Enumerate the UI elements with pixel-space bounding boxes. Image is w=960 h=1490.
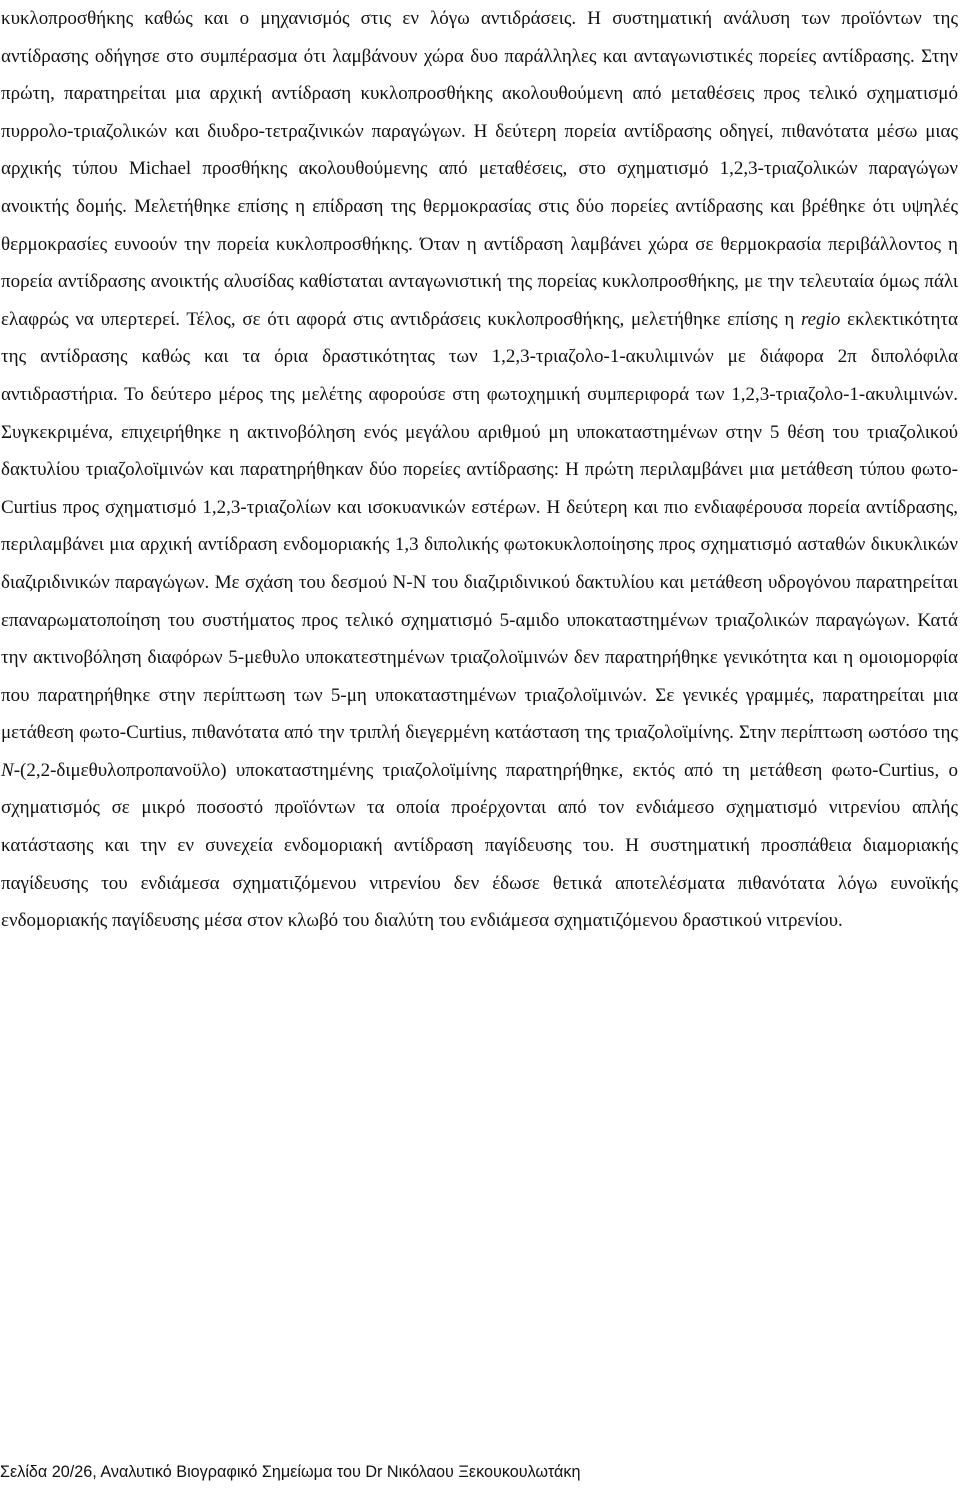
paragraph-text-part-2: εκλεκτικότητα της αντίδρασης καθώς και τα όρια δραστικότητας των 1,2,3-τριαζολο-1-ακυλιμινών με διάφορα 2π διπολόφιλα αντιδραστήρια. Το δεύτερο μέρος της μελέτης αφορούσε στη φωτοχημική συμπεριφορά των 1,2,3-τριαζολο-1-ακυλιμινών. Συγκεκριμένα, επιχειρήθηκε η ακτινοβόληση ενός μεγάλου αριθμού μη υποκαταστημένων στην 5 θέση του τριαζολικού δακτυλίου τριαζολοϊμινών και παρατηρήθηκαν δύο πορείες αντίδρασης: Η πρώτη περιλαμβάνει μια μετάθεση τύπου φωτο-Curtius προς σχηματισμό 1,2,3-τριαζολίων και ισοκυανικών εστέρων. Η δεύτερη και πιο ενδιαφέρουσα πορεία αντίδρασης, περιλαμβάνει μια αρχική αντίδραση ενδομοριακής 1,3 διπολικής φωτοκυκλοποίησης προς σχηματισμό ασταθών δικυκλικών διαζιριδινικών παραγώγων. Με σχάση του δεσμού N-N του διαζιριδινικού δακτυλίου και μετάθεση υδρογόνου παρατηρείται επαναρωματοποίηση του συστήματος προς τελικό σχηματισμό 5-αμιδο υποκαταστημένων τριαζολικών παραγώγων. Κατά την ακτινοβόληση διαφόρων 5-μεθυλο υποκατεστημένων τριαζολοϊμινών δεν παρατηρήθηκε γενικότητα και η ομοιομορφία που παρατηρήθηκε στην περίπτωση των 5-μη υποκαταστημένων τριαζολοϊμινών. Σε γενικές γραμμές, παρατηρείται μια μετάθεση φωτο-Curtius, πιθανότατα από την τριπλή διεγερμένη κατάσταση της τριαζολοϊμίνης. Στην περίπτωση ωστόσο της	[1, 308, 958, 744]
page-footer: Σελίδα 20/26, Αναλυτικό Βιογραφικό Σημείωμα του Dr Νικόλαου Ξεκουκουλωτάκη	[0, 1463, 581, 1481]
paragraph-text-part-1: κυκλοπροσθήκης καθώς και ο μηχανισμός στις εν λόγω αντιδράσεις. Η συστηματική ανάλυση των προϊόντων της αντίδρασης οδήγησε στο συμπέρασμα ότι λαμβάνουν χώρα δυο παράλληλες και ανταγωνιστικές πορείες αντίδρασης. Στην πρώτη, παρατηρείται μια αρχική αντίδραση κυκλοπροσθήκης ακολουθούμενη από μεταθέσεις προς τελικό σχηματισμό πυρρολο-τριαζολικών και διυδρο-τετραζινικών παραγώγων. Η δεύτερη πορεία αντίδρασης οδηγεί, πιθανότατα μέσω μιας αρχικής τύπου Michael προσθήκης ακολουθούμενης από μεταθέσεις, στο σχηματισμό 1,2,3-τριαζολικών παραγώγων ανοικτής δομής. Μελετήθηκε επίσης η επίδραση της θερμοκρασίας στις δύο πορείες αντίδρασης και βρέθηκε ότι υψηλές θερμοκρασίες ευνοούν την πορεία κυκλοπροσθήκης. Όταν η αντίδραση λαμβάνει χώρα σε θερμοκρασία περιβάλλοντος η πορεία αντίδρασης ανοικτής αλυσίδας καθίσταται ανταγωνιστική της πορείας κυκλοπροσθήκης, με την τελευταία όμως πάλι ελαφρώς να υπερτερεί. Τέλος, σε ότι αφορά στις αντιδράσεις κυκλοπροσθήκης, μελετήθηκε επίσης η	[1, 8, 958, 330]
italic-term-regio: regio	[800, 308, 841, 330]
paragraph-text-part-3: -(2,2-διμεθυλοπροπανοϋλο) υποκαταστημένης τριαζολοϊμίνης παρατηρήθηκε, εκτός από τη μετάθεση φωτο-Curtius, ο σχηματισμός σε μικρό ποσοστό προϊόντων τα οποία προέρχονται από τον ενδιάμεσο σχηματισμό νιτρενίου απλής κατάστασης και την εν συνεχεία ενδομοριακή αντίδραση παγίδευσης του. Η συστηματική προσπάθεια διαμοριακής παγίδευσης του ενδιάμεσα σχηματιζόμενου νιτρενίου δεν έδωσε θετικά αποτελέσματα πιθανότατα λόγω ευνοϊκής ενδομοριακής παγίδευσης μέσα στον κλωβό του διαλύτη του ενδιάμεσα σχηματιζόμενου δραστικού νιτρενίου.	[1, 759, 958, 932]
italic-term-n: N	[1, 759, 14, 781]
